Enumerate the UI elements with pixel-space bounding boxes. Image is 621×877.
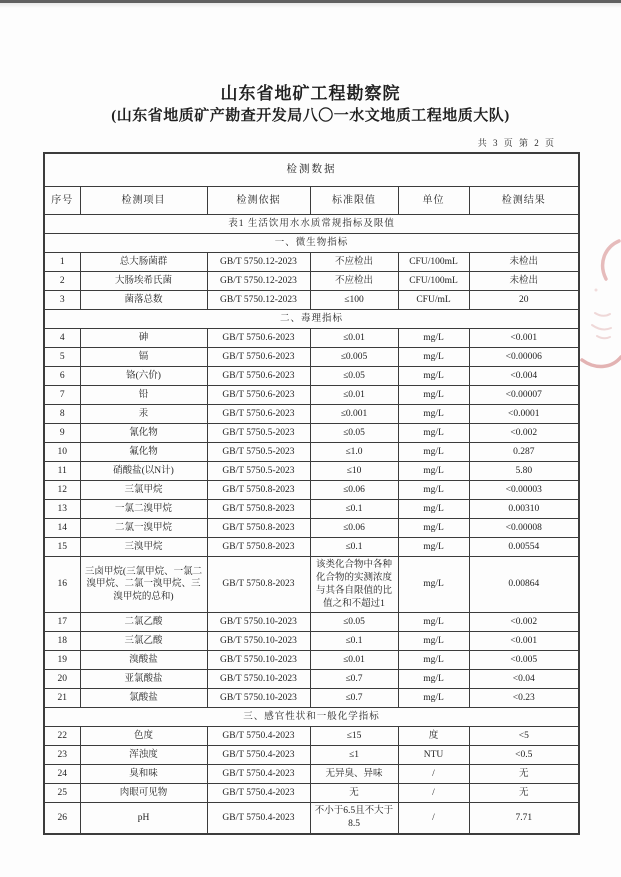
cell-result: <0.0001 <box>469 405 579 424</box>
cell-limit: 不应检出 <box>310 253 398 272</box>
table-row <box>44 803 579 834</box>
table-row <box>44 765 579 784</box>
cell-result: 未检出 <box>469 253 579 272</box>
cell-no: 8 <box>44 405 80 424</box>
cell-item: 色度 <box>80 727 207 746</box>
cell-result: <0.002 <box>469 424 579 443</box>
cell-method: GB/T 5750.5-2023 <box>207 424 310 443</box>
cell-method: GB/T 5750.10-2023 <box>207 613 310 632</box>
cell-no: 13 <box>44 500 80 519</box>
page-indicator: 共 3 页 第 2 页 <box>477 138 556 149</box>
table-row <box>44 689 579 708</box>
col-header-unit: 单位 <box>398 187 469 215</box>
cell-result: <0.001 <box>469 632 579 651</box>
col-header-method: 检测依据 <box>207 187 310 215</box>
section-header-cell: 二、毒理指标 <box>44 310 579 329</box>
cell-item: 菌落总数 <box>80 291 207 310</box>
cell-method: GB/T 5750.10-2023 <box>207 670 310 689</box>
table-row <box>44 784 579 803</box>
cell-unit: 度 <box>398 727 469 746</box>
cell-limit: ≤0.1 <box>310 538 398 557</box>
table-row <box>44 651 579 670</box>
cell-result: 5.80 <box>469 462 579 481</box>
cell-unit: / <box>398 765 469 784</box>
cell-limit: ≤15 <box>310 727 398 746</box>
cell-method: GB/T 5750.12-2023 <box>207 272 310 291</box>
cell-item: 总大肠菌群 <box>80 253 207 272</box>
table-row <box>44 519 579 538</box>
cell-limit: ≤0.01 <box>310 386 398 405</box>
cell-unit: mg/L <box>398 405 469 424</box>
cell-method: GB/T 5750.12-2023 <box>207 253 310 272</box>
cell-unit: mg/L <box>398 443 469 462</box>
cell-method: GB/T 5750.6-2023 <box>207 329 310 348</box>
cell-unit: mg/L <box>398 519 469 538</box>
cell-item: 臭和味 <box>80 765 207 784</box>
cell-no: 21 <box>44 689 80 708</box>
cell-item: 三氯乙酸 <box>80 632 207 651</box>
table-header-row <box>44 187 579 215</box>
cell-item: 亚氯酸盐 <box>80 670 207 689</box>
cell-result: <0.004 <box>469 367 579 386</box>
section-row <box>44 215 579 234</box>
cell-method: GB/T 5750.6-2023 <box>207 386 310 405</box>
cell-result: <0.00006 <box>469 348 579 367</box>
section-row <box>44 234 579 253</box>
table-row <box>44 670 579 689</box>
table-row <box>44 632 579 651</box>
cell-item: 二氯一溴甲烷 <box>80 519 207 538</box>
col-header-item: 检测项目 <box>80 187 207 215</box>
cell-unit: mg/L <box>398 348 469 367</box>
cell-no: 2 <box>44 272 80 291</box>
cell-result: 无 <box>469 765 579 784</box>
cell-limit: ≤0.7 <box>310 670 398 689</box>
cell-unit: mg/L <box>398 500 469 519</box>
table-row <box>44 367 579 386</box>
cell-no: 14 <box>44 519 80 538</box>
table-row <box>44 500 579 519</box>
cell-item: 铅 <box>80 386 207 405</box>
cell-result: <0.04 <box>469 670 579 689</box>
cell-result: 0.00864 <box>469 557 579 613</box>
cell-no: 6 <box>44 367 80 386</box>
cell-item: 大肠埃希氏菌 <box>80 272 207 291</box>
cell-limit: ≤0.7 <box>310 689 398 708</box>
table-row <box>44 613 579 632</box>
cell-limit: 不小于6.5且不大于8.5 <box>310 803 398 834</box>
cell-unit: mg/L <box>398 557 469 613</box>
cell-unit: mg/L <box>398 367 469 386</box>
cell-limit: ≤0.01 <box>310 329 398 348</box>
cell-limit: ≤0.005 <box>310 348 398 367</box>
cell-result: 无 <box>469 784 579 803</box>
cell-unit: NTU <box>398 746 469 765</box>
cell-unit: mg/L <box>398 632 469 651</box>
cell-item: 砷 <box>80 329 207 348</box>
table-row <box>44 462 579 481</box>
cell-no: 26 <box>44 803 80 834</box>
table-row <box>44 424 579 443</box>
cell-item: 铬(六价) <box>80 367 207 386</box>
table-row <box>44 538 579 557</box>
cell-limit: ≤0.06 <box>310 519 398 538</box>
cell-unit: CFU/100mL <box>398 272 469 291</box>
cell-limit: ≤100 <box>310 291 398 310</box>
org-title: 山东省地矿工程勘察院 <box>220 84 401 103</box>
section-header-cell: 表1 生活饮用水水质常规指标及限值 <box>44 215 579 234</box>
cell-item: 三氯甲烷 <box>80 481 207 500</box>
table-row <box>44 443 579 462</box>
cell-method: GB/T 5750.8-2023 <box>207 519 310 538</box>
cell-result: 20 <box>469 291 579 310</box>
cell-limit: ≤0.05 <box>310 613 398 632</box>
table-row <box>44 291 579 310</box>
cell-result: <0.00007 <box>469 386 579 405</box>
cell-limit: 无异臭、异味 <box>310 765 398 784</box>
cell-method: GB/T 5750.5-2023 <box>207 462 310 481</box>
results-table <box>43 152 580 835</box>
cell-method: GB/T 5750.10-2023 <box>207 689 310 708</box>
section-row <box>44 708 579 727</box>
cell-result: <0.005 <box>469 651 579 670</box>
cell-no: 3 <box>44 291 80 310</box>
table-title: 检测数据 <box>44 153 579 187</box>
cell-method: GB/T 5750.4-2023 <box>207 727 310 746</box>
cell-method: GB/T 5750.10-2023 <box>207 632 310 651</box>
cell-unit: mg/L <box>398 424 469 443</box>
cell-item: 镉 <box>80 348 207 367</box>
cell-result: 0.00554 <box>469 538 579 557</box>
cell-limit: 无 <box>310 784 398 803</box>
table-row <box>44 253 579 272</box>
table-row <box>44 405 579 424</box>
cell-unit: CFU/100mL <box>398 253 469 272</box>
cell-result: <0.00003 <box>469 481 579 500</box>
cell-no: 19 <box>44 651 80 670</box>
cell-result: <5 <box>469 727 579 746</box>
org-subtitle: (山东省地质矿产勘查开发局八〇一水文地质工程地质大队) <box>111 108 510 125</box>
cell-limit: ≤0.1 <box>310 632 398 651</box>
cell-no: 4 <box>44 329 80 348</box>
cell-method: GB/T 5750.4-2023 <box>207 746 310 765</box>
cell-unit: mg/L <box>398 481 469 500</box>
cell-limit: ≤10 <box>310 462 398 481</box>
cell-unit: / <box>398 784 469 803</box>
cell-no: 10 <box>44 443 80 462</box>
cell-item: 肉眼可见物 <box>80 784 207 803</box>
cell-method: GB/T 5750.8-2023 <box>207 538 310 557</box>
cell-result: <0.00008 <box>469 519 579 538</box>
cell-unit: mg/L <box>398 670 469 689</box>
table-caption-row <box>44 153 579 187</box>
cell-item: 氯酸盐 <box>80 689 207 708</box>
section-header-cell: 一、微生物指标 <box>44 234 579 253</box>
cell-item: pH <box>80 803 207 834</box>
table-row <box>44 272 579 291</box>
cell-method: GB/T 5750.4-2023 <box>207 784 310 803</box>
cell-limit: 该类化合物中各种化合物的实测浓度与其各自限值的比值之和不超过1 <box>310 557 398 613</box>
cell-method: GB/T 5750.8-2023 <box>207 557 310 613</box>
table-row <box>44 386 579 405</box>
cell-unit: CFU/mL <box>398 291 469 310</box>
cell-unit: / <box>398 803 469 834</box>
cell-no: 7 <box>44 386 80 405</box>
cell-item: 汞 <box>80 405 207 424</box>
cell-no: 9 <box>44 424 80 443</box>
cell-method: GB/T 5750.12-2023 <box>207 291 310 310</box>
cell-method: GB/T 5750.4-2023 <box>207 803 310 834</box>
cell-result: <0.5 <box>469 746 579 765</box>
cell-method: GB/T 5750.6-2023 <box>207 367 310 386</box>
cell-method: GB/T 5750.10-2023 <box>207 651 310 670</box>
cell-item: 三溴甲烷 <box>80 538 207 557</box>
cell-method: GB/T 5750.8-2023 <box>207 481 310 500</box>
cell-limit: ≤1 <box>310 746 398 765</box>
cell-limit: 不应检出 <box>310 272 398 291</box>
cell-result: <0.002 <box>469 613 579 632</box>
cell-unit: mg/L <box>398 689 469 708</box>
cell-item: 浑浊度 <box>80 746 207 765</box>
cell-no: 5 <box>44 348 80 367</box>
col-header-no: 序号 <box>44 187 80 215</box>
cell-result: <0.23 <box>469 689 579 708</box>
table-row <box>44 557 579 613</box>
section-row <box>44 310 579 329</box>
cell-result: 7.71 <box>469 803 579 834</box>
cell-item: 硝酸盐(以N计) <box>80 462 207 481</box>
cell-no: 16 <box>44 557 80 613</box>
cell-item: 氟化物 <box>80 443 207 462</box>
cell-unit: mg/L <box>398 329 469 348</box>
cell-unit: mg/L <box>398 613 469 632</box>
cell-limit: ≤0.05 <box>310 424 398 443</box>
cell-result: 0.287 <box>469 443 579 462</box>
cell-no: 22 <box>44 727 80 746</box>
table-row <box>44 481 579 500</box>
cell-unit: mg/L <box>398 386 469 405</box>
cell-item: 三卤甲烷(三氯甲烷、一氯二溴甲烷、二氯一溴甲烷、三溴甲烷的总和) <box>80 557 207 613</box>
cell-method: GB/T 5750.6-2023 <box>207 405 310 424</box>
cell-limit: ≤0.1 <box>310 500 398 519</box>
cell-method: GB/T 5750.8-2023 <box>207 500 310 519</box>
section-header-cell: 三、感官性状和一般化学指标 <box>44 708 579 727</box>
table-row <box>44 746 579 765</box>
cell-item: 氰化物 <box>80 424 207 443</box>
cell-method: GB/T 5750.4-2023 <box>207 765 310 784</box>
cell-method: GB/T 5750.5-2023 <box>207 443 310 462</box>
cell-limit: ≤0.06 <box>310 481 398 500</box>
cell-unit: mg/L <box>398 651 469 670</box>
cell-result: <0.001 <box>469 329 579 348</box>
cell-unit: mg/L <box>398 462 469 481</box>
cell-item: 一氯二溴甲烷 <box>80 500 207 519</box>
cell-no: 20 <box>44 670 80 689</box>
table-row <box>44 727 579 746</box>
cell-no: 18 <box>44 632 80 651</box>
cell-no: 25 <box>44 784 80 803</box>
cell-limit: ≤0.001 <box>310 405 398 424</box>
cell-item: 二氯乙酸 <box>80 613 207 632</box>
table-row <box>44 348 579 367</box>
cell-no: 24 <box>44 765 80 784</box>
cell-no: 1 <box>44 253 80 272</box>
cell-method: GB/T 5750.6-2023 <box>207 348 310 367</box>
cell-unit: mg/L <box>398 538 469 557</box>
cell-no: 11 <box>44 462 80 481</box>
cell-item: 溴酸盐 <box>80 651 207 670</box>
col-header-limit: 标准限值 <box>310 187 398 215</box>
cell-limit: ≤1.0 <box>310 443 398 462</box>
cell-result: 未检出 <box>469 272 579 291</box>
cell-no: 17 <box>44 613 80 632</box>
cell-no: 15 <box>44 538 80 557</box>
cell-limit: ≤0.01 <box>310 651 398 670</box>
col-header-result: 检测结果 <box>469 187 579 215</box>
cell-result: 0.00310 <box>469 500 579 519</box>
cell-limit: ≤0.05 <box>310 367 398 386</box>
cell-no: 12 <box>44 481 80 500</box>
results-table-body <box>44 215 579 834</box>
table-row <box>44 329 579 348</box>
cell-no: 23 <box>44 746 80 765</box>
